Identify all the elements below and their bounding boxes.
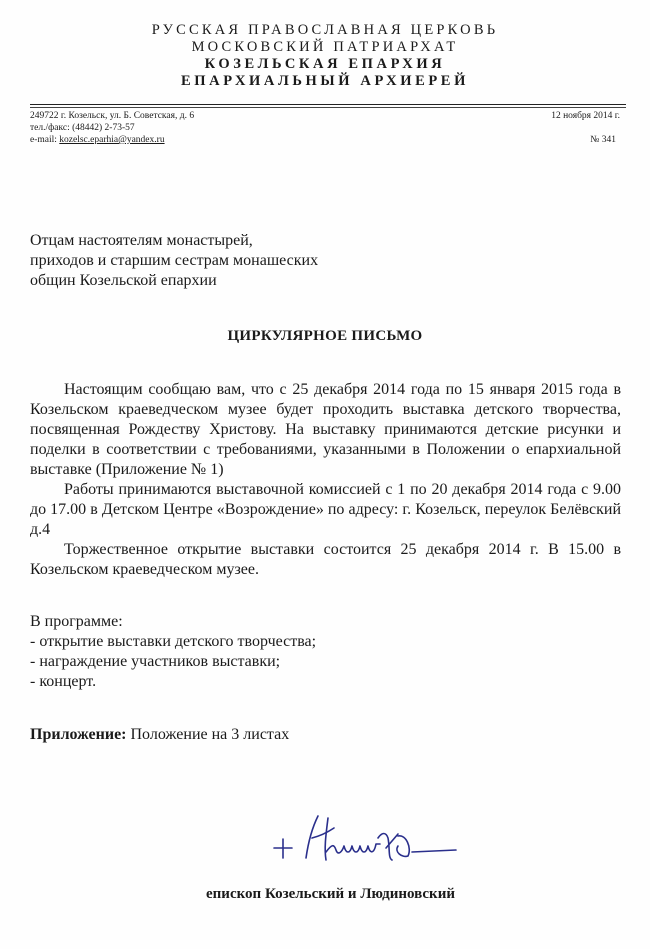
letter-heading: ЦИРКУЛЯРНОЕ ПИСЬМО (227, 328, 423, 344)
email-label: e-mail: (30, 135, 60, 145)
addressee-block (30, 231, 318, 291)
document-date: 12 ноября 2014 г. (551, 111, 620, 121)
program-title: В программе: (30, 613, 123, 630)
phone: тел./факс: (48442) 2-73-57 (30, 123, 135, 133)
contact-block (30, 110, 194, 146)
attachment-label: Приложение: (30, 726, 127, 743)
letterhead-diocese: КОЗЕЛЬСКАЯ ЕПАРХИЯ (204, 56, 446, 72)
program-item: - открытие выставки детского творчества; (30, 633, 317, 650)
program-item: - концерт. (30, 673, 97, 690)
addressee-line: общин Козельской епархии (30, 272, 217, 289)
letterhead-patriarchate: МОСКОВСКИЙ ПАТРИАРХАТ (191, 39, 459, 55)
attachment-line (30, 725, 289, 745)
email-link[interactable]: kozelsc.eparhia@yandex.ru (59, 135, 165, 145)
document-meta (430, 110, 620, 146)
program-item: - награждение участников выставки; (30, 653, 281, 670)
letterhead (0, 22, 650, 90)
letter-body (30, 380, 621, 580)
body-paragraph: Работы принимаются выставочной комиссией с 1 по 20 декабря 2014 года с 9.00 до 17.00 в Детском Центре «Возрождение» по адресу: г. Козельск, переулок Белёвский д.4 (30, 481, 621, 538)
header-divider (30, 104, 626, 105)
addressee-line: Отцам настоятелям монастырей, (30, 232, 253, 249)
attachment-text: Положение на 3 листах (126, 726, 290, 743)
handwritten-signature (262, 808, 462, 875)
letterhead-church: РУССКАЯ ПРАВОСЛАВНАЯ ЦЕРКОВЬ (151, 22, 499, 38)
body-paragraph: Настоящим сообщаю вам, что с 25 декабря 2014 года по 15 января 2015 года в Козельском краеведческом музее будет проходить выставка детского творчества, посвященная Рождеству Христову. На выставку принимаются детские рисунки и поделки в соответствии с требованиями, указанными в Положении о епархиальной выставке (Приложение № 1) (30, 381, 621, 478)
body-paragraph: Торжественное открытие выставки состоится 25 декабря 2014 г. В 15.00 в Козельском краеведческом музее. (30, 541, 621, 578)
address: 249722 г. Козельск, ул. Б. Советская, д. 6 (30, 111, 195, 121)
letterhead-bishop: ЕПАРХИАЛЬНЫЙ АРХИЕРЕЙ (181, 73, 469, 89)
addressee-line: приходов и старшим сестрам монашеских (30, 252, 319, 269)
document-number: № 341 (590, 135, 616, 145)
header-divider-thin (30, 107, 626, 108)
signer-title: епископ Козельский и Людиновский (206, 886, 455, 902)
program-block (30, 612, 316, 692)
email-line (30, 134, 194, 146)
